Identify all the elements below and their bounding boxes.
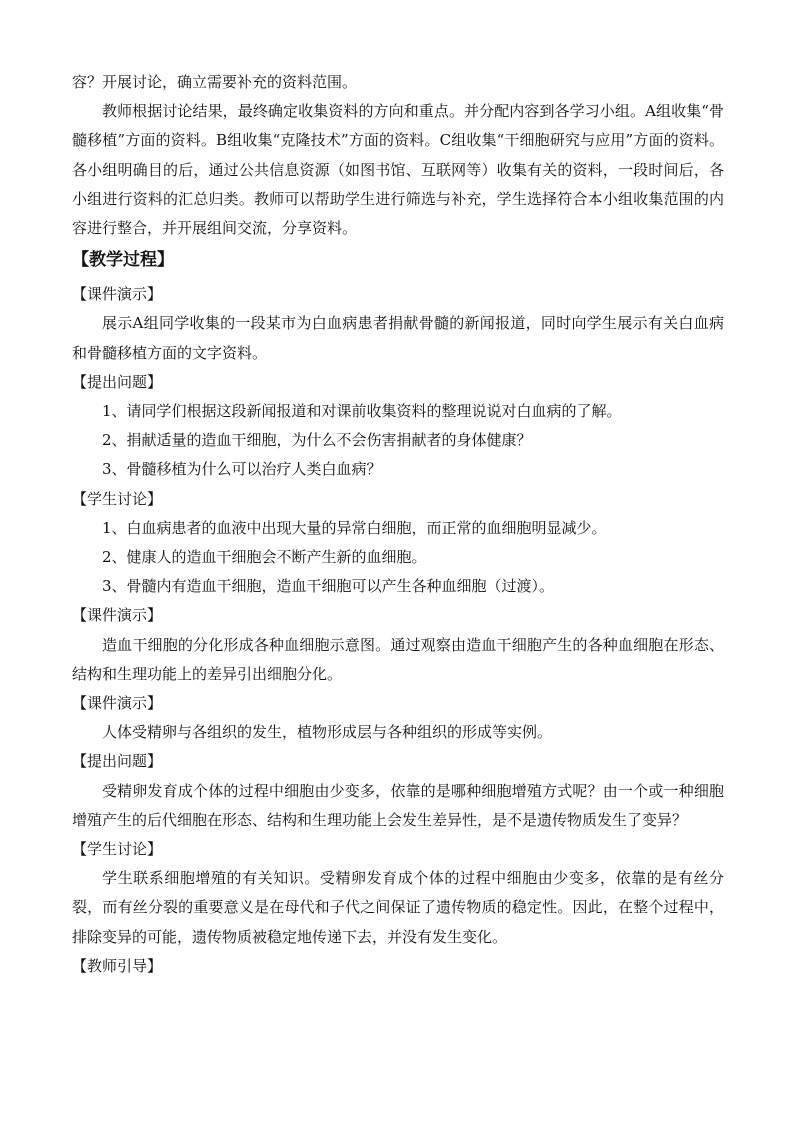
paragraph-continued: 容？开展讨论，确立需要补充的资料范围。 — [72, 73, 358, 91]
paragraph-question-variation: 受精卵发育成个体的过程中细胞由少变多，依靠的是哪种细胞增殖方式呢？由一个或一种细胞增殖产生的后代细胞在形态、结构和生理功能上会发生差异性，是不是遗传物质发生了变异？ — [72, 781, 724, 829]
heading-courseware-demo: 【课件演示】 — [72, 285, 163, 304]
document-body — [72, 68, 724, 981]
question-item: 3、骨髓移植为什么可以治疗人类白血病？ — [102, 460, 382, 479]
heading-student-discussion: 【学生讨论】 — [72, 840, 163, 859]
paragraph-differentiation-diagram: 造血干细胞的分化形成各种血细胞示意图。通过观察由造血干细胞产生的各种血细胞在形态、结构和生理功能上的差异引出细胞分化。 — [72, 635, 724, 683]
heading-student-discussion: 【学生讨论】 — [72, 489, 163, 508]
heading-ask-questions: 【提出问题】 — [72, 372, 163, 391]
answer-item: 2、健康人的造血干细胞会不断产生新的血细胞。 — [102, 548, 427, 567]
paragraph-demo-news: 展示A组同学收集的一段某市为白血病患者捐献骨髓的新闻报道，同时向学生展示有关白血病和骨髓移植方面的文字资料。 — [72, 314, 724, 362]
heading-courseware-demo: 【课件演示】 — [72, 606, 163, 625]
question-item: 2、捐献适量的造血干细胞，为什么不会伤害捐献者的身体健康？ — [102, 431, 532, 450]
answer-item: 1、白血病患者的血液中出现大量的异常白细胞，而正常的血细胞明显减少。 — [102, 518, 607, 537]
heading-teacher-guidance: 【教师引导】 — [72, 956, 163, 975]
question-item: 1、请同学们根据这段新闻报道和对课前收集资料的整理说说对白血病的了解。 — [102, 402, 622, 421]
heading-ask-questions: 【提出问题】 — [72, 752, 163, 771]
answer-item: 3、骨髓内有造血干细胞，造血干细胞可以产生各种血细胞（过渡）。 — [102, 577, 555, 596]
heading-courseware-demo: 【课件演示】 — [72, 694, 163, 713]
paragraph-teacher-assignment: 教师根据讨论结果，最终确定收集资料的方向和重点。并分配内容到各学习小组。A组收集“骨髓移植”方面的资料。B组收集“克隆技术”方面的资料。C组收集“干细胞研究与应用”方面的资料。各小组明确目的后，通过公共信息资源（如图书馆、互联网等）收集有关的资料，一段时间后，各小组进行资料的汇总归类。教师可以帮助学生进行筛选与补充，学生选择符合本小组收集范围的内容进行整合，并开展组间交流，分享资料。 — [72, 102, 724, 238]
paragraph-examples: 人体受精卵与各组织的发生，植物形成层与各种组织的形成等实例。 — [102, 723, 553, 742]
section-title: 【教学过程】 — [72, 250, 174, 271]
paragraph-mitosis-discussion: 学生联系细胞增殖的有关知识。受精卵发育成个体的过程中细胞由少变多，依靠的是有丝分裂，而有丝分裂的重要意义是在母代和子代之间保证了遗传物质的稳定性。因此，在整个过程中，排除变异的可能，遗传物质被稳定地传递下去，并没有发生变化。 — [72, 869, 724, 946]
